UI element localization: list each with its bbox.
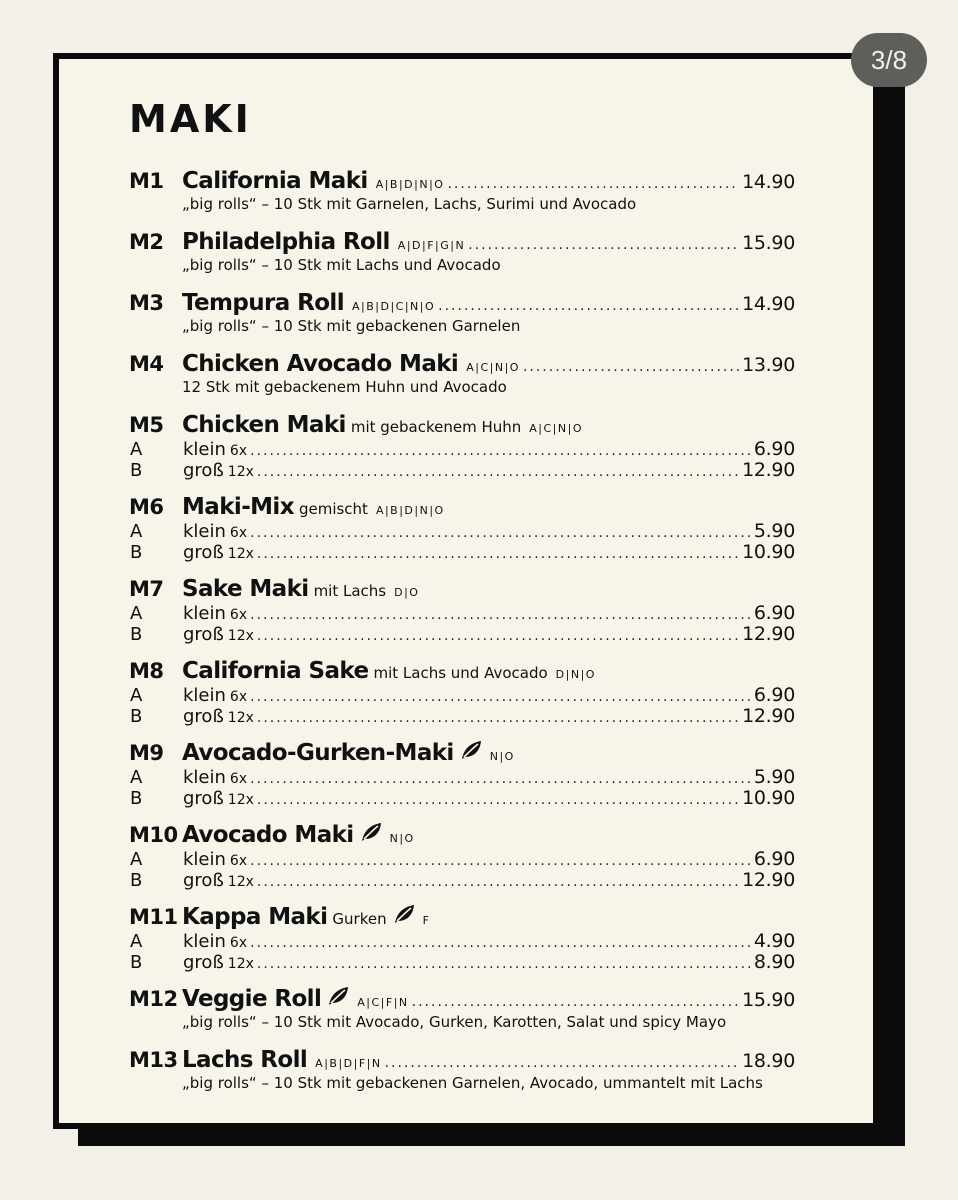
size-letter: A: [130, 849, 143, 870]
menu-item-header: [129, 986, 795, 1012]
item-price: 15.90: [742, 989, 795, 1011]
size-count: 6x: [229, 525, 248, 541]
dot-leader: [257, 628, 739, 644]
allergen-codes: D|N|O: [555, 668, 596, 681]
allergen-codes: A|B|D|N|O: [375, 504, 445, 517]
size-count: 6x: [229, 935, 248, 951]
size-price: 12.90: [742, 705, 795, 727]
item-description: „big rolls“ – 10 Stk mit Lachs und Avocado: [182, 256, 501, 274]
size-count: 12x: [227, 792, 254, 808]
menu-item: [129, 822, 795, 890]
dot-leader: [250, 525, 751, 541]
size-letter: B: [130, 706, 143, 727]
size-option-row: [129, 705, 795, 726]
dot-leader: [257, 792, 739, 808]
menu-item: [129, 904, 795, 972]
dot-leader: [412, 994, 739, 1010]
size-count: 12x: [227, 628, 254, 644]
item-price: 14.90: [742, 171, 795, 193]
allergen-codes: A|C|F|N: [357, 996, 409, 1009]
dot-leader: [385, 1055, 740, 1071]
dot-leader: [438, 298, 739, 314]
allergen-codes: A|C|N|O: [529, 422, 583, 435]
size-letter: A: [130, 603, 143, 624]
size-label: klein: [183, 521, 226, 542]
menu-item: [129, 168, 795, 215]
menu-item: [129, 740, 795, 808]
item-price: 18.90: [742, 1050, 795, 1072]
size-price: 5.90: [753, 520, 795, 542]
size-option-row: [129, 623, 795, 644]
vegetarian-leaf-icon: [360, 822, 382, 842]
size-letter: B: [130, 788, 143, 809]
item-name: Lachs Roll: [182, 1047, 308, 1073]
allergen-codes: A|B|D|N|O: [375, 178, 445, 191]
size-option-row: [129, 602, 795, 623]
vegetarian-leaf-icon: [460, 740, 482, 760]
menu-list: [129, 168, 795, 1108]
allergen-codes: A|B|D|C|N|O: [352, 300, 436, 313]
size-label: klein: [183, 439, 226, 460]
size-option-row: [129, 459, 795, 480]
dot-leader: [250, 935, 751, 951]
size-letter: A: [130, 439, 143, 460]
menu-item-header: [129, 412, 795, 438]
size-option-row: [129, 848, 795, 869]
size-price: 12.90: [742, 869, 795, 891]
size-label: klein: [183, 849, 226, 870]
item-description: „big rolls“ – 10 Stk mit gebackenen Garnelen: [182, 317, 521, 335]
menu-item-header: [129, 229, 795, 255]
item-code: M10: [129, 823, 178, 847]
menu-item: [129, 658, 795, 726]
menu-item-header: [129, 576, 795, 602]
size-label: groß: [183, 952, 224, 973]
menu-item: [129, 290, 795, 337]
item-code: M7: [129, 577, 164, 601]
size-price: 6.90: [753, 848, 795, 870]
page-indicator-badge: 3/8: [851, 33, 927, 87]
menu-item: [129, 1047, 795, 1094]
item-name: Avocado-Gurken-Maki: [182, 740, 454, 766]
item-code: M11: [129, 905, 178, 929]
size-option-row: [129, 684, 795, 705]
item-code: M4: [129, 352, 164, 376]
size-letter: B: [130, 542, 143, 563]
item-name: Veggie Roll: [182, 986, 322, 1012]
size-label: klein: [183, 767, 226, 788]
dot-leader: [257, 546, 739, 562]
dot-leader: [447, 176, 739, 192]
section-title: MAKI: [129, 97, 252, 141]
item-name: Chicken Maki: [182, 412, 346, 438]
item-code: M6: [129, 495, 164, 519]
allergen-codes: A|B|D|F|N: [315, 1057, 382, 1070]
allergen-codes: F: [422, 914, 431, 927]
vegetarian-leaf-icon: [327, 986, 349, 1006]
size-option-row: [129, 930, 795, 951]
item-note: mit Lachs: [313, 582, 387, 600]
item-code: M12: [129, 987, 178, 1011]
menu-item-header: [129, 290, 795, 316]
item-name: Kappa Maki: [182, 904, 328, 930]
size-label: groß: [183, 460, 224, 481]
size-price: 10.90: [742, 787, 795, 809]
menu-item: [129, 576, 795, 644]
menu-item-header: [129, 822, 795, 848]
size-label: groß: [183, 542, 224, 563]
allergen-codes: D|O: [394, 586, 420, 599]
item-note: mit Lachs und Avocado: [373, 664, 548, 682]
size-option-row: [129, 520, 795, 541]
size-count: 12x: [227, 710, 254, 726]
dot-leader: [250, 443, 751, 459]
size-option-row: [129, 951, 795, 972]
item-code: M3: [129, 291, 164, 315]
menu-item: [129, 494, 795, 562]
menu-item-header: [129, 740, 795, 766]
item-code: M1: [129, 169, 164, 193]
item-description: „big rolls“ – 10 Stk mit Garnelen, Lachs, Surimi und Avocado: [182, 195, 637, 213]
dot-leader: [250, 689, 751, 705]
size-label: groß: [183, 788, 224, 809]
size-price: 8.90: [753, 951, 795, 973]
size-letter: B: [130, 460, 143, 481]
size-option-row: [129, 438, 795, 459]
size-letter: A: [130, 767, 143, 788]
item-code: M8: [129, 659, 164, 683]
item-name: Philadelphia Roll: [182, 229, 390, 255]
size-letter: B: [130, 952, 143, 973]
size-count: 6x: [229, 853, 248, 869]
size-count: 12x: [227, 956, 254, 972]
size-price: 5.90: [753, 766, 795, 788]
size-count: 6x: [229, 771, 248, 787]
item-code: M9: [129, 741, 164, 765]
item-name: Avocado Maki: [182, 822, 354, 848]
size-label: groß: [183, 706, 224, 727]
size-count: 6x: [229, 689, 248, 705]
size-price: 6.90: [753, 438, 795, 460]
item-note: gemischt: [298, 500, 368, 518]
allergen-codes: N|O: [489, 750, 515, 763]
size-price: 6.90: [753, 684, 795, 706]
item-description: „big rolls“ – 10 Stk mit Avocado, Gurken, Karotten, Salat und spicy Mayo: [182, 1013, 727, 1031]
size-label: klein: [183, 685, 226, 706]
menu-item: [129, 412, 795, 480]
size-price: 12.90: [742, 459, 795, 481]
dot-leader: [250, 771, 751, 787]
item-name: California Sake: [182, 658, 369, 684]
item-price: 13.90: [742, 354, 795, 376]
item-name: California Maki: [182, 168, 368, 194]
allergen-codes: A|C|N|O: [466, 361, 520, 374]
item-name: Maki-Mix: [182, 494, 294, 520]
item-description: „big rolls“ – 10 Stk mit gebackenen Garnelen, Avocado, ummantelt mit Lachs: [182, 1074, 763, 1092]
menu-item-header: [129, 168, 795, 194]
size-price: 6.90: [753, 602, 795, 624]
size-letter: A: [130, 931, 143, 952]
item-description: 12 Stk mit gebackenem Huhn und Avocado: [182, 378, 507, 396]
item-name: Tempura Roll: [182, 290, 344, 316]
size-count: 6x: [229, 607, 248, 623]
size-count: 12x: [227, 464, 254, 480]
item-price: 15.90: [742, 232, 795, 254]
item-price: 14.90: [742, 293, 795, 315]
menu-item-header: [129, 1047, 795, 1073]
size-option-row: [129, 787, 795, 808]
menu-item-header: [129, 494, 795, 520]
size-letter: A: [130, 685, 143, 706]
menu-item-header: [129, 351, 795, 377]
menu-item-header: [129, 658, 795, 684]
dot-leader: [523, 359, 739, 375]
size-count: 12x: [227, 546, 254, 562]
size-letter: B: [130, 624, 143, 645]
item-code: M13: [129, 1048, 178, 1072]
dot-leader: [257, 956, 751, 972]
size-option-row: [129, 541, 795, 562]
menu-item-header: [129, 904, 795, 930]
size-letter: A: [130, 521, 143, 542]
size-label: klein: [183, 931, 226, 952]
dot-leader: [257, 874, 739, 890]
item-name: Sake Maki: [182, 576, 309, 602]
allergen-codes: A|D|F|G|N: [397, 239, 466, 252]
menu-item: [129, 351, 795, 398]
item-code: M5: [129, 413, 164, 437]
size-label: groß: [183, 624, 224, 645]
item-note: Gurken: [332, 910, 387, 928]
size-price: 12.90: [742, 623, 795, 645]
dot-leader: [250, 853, 751, 869]
size-option-row: [129, 766, 795, 787]
size-letter: B: [130, 870, 143, 891]
size-count: 6x: [229, 443, 248, 459]
dot-leader: [257, 464, 739, 480]
size-label: klein: [183, 603, 226, 624]
dot-leader: [468, 237, 739, 253]
dot-leader: [257, 710, 739, 726]
menu-item: [129, 986, 795, 1033]
vegetarian-leaf-icon: [393, 904, 415, 924]
size-price: 4.90: [753, 930, 795, 952]
item-note: mit gebackenem Huhn: [350, 418, 522, 436]
allergen-codes: N|O: [389, 832, 415, 845]
item-name: Chicken Avocado Maki: [182, 351, 459, 377]
size-option-row: [129, 869, 795, 890]
size-price: 10.90: [742, 541, 795, 563]
menu-item: [129, 229, 795, 276]
size-count: 12x: [227, 874, 254, 890]
dot-leader: [250, 607, 751, 623]
item-code: M2: [129, 230, 164, 254]
size-label: groß: [183, 870, 224, 891]
